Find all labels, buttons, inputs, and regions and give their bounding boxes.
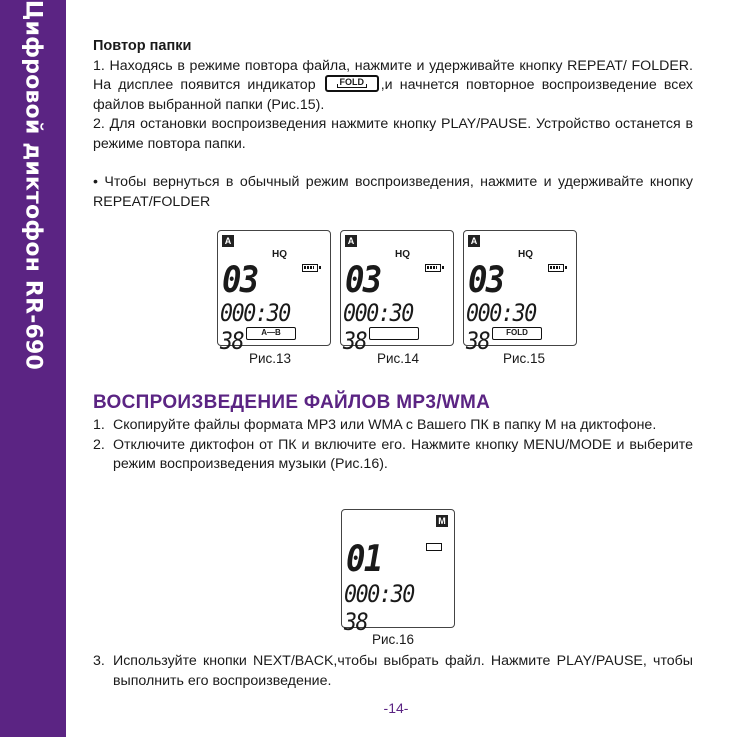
figure-caption: Рис.14 xyxy=(377,351,420,366)
file-number: 03 xyxy=(468,260,504,301)
lcd-display xyxy=(340,230,454,355)
list-number: 3. xyxy=(93,653,105,669)
figure-caption: Рис.16 xyxy=(372,632,415,647)
repeat-folder-indicator: FOLD xyxy=(492,327,542,340)
mode-indicator: A xyxy=(345,235,357,247)
battery-icon xyxy=(548,264,564,272)
quality-indicator: HQ xyxy=(518,249,533,260)
time-readout: 000:30 38 xyxy=(344,580,414,636)
fold-indicator-label: FOLD xyxy=(339,76,364,87)
folder-repeat-heading: Повтор папки xyxy=(93,38,192,54)
battery-icon xyxy=(302,264,318,272)
time-readout: 000:30 38 xyxy=(343,299,413,355)
paragraph-2: 2. Для остановки воспроизведения нажмите кнопку PLAY/PAUSE. Устройство останется в режиме повтора папки. xyxy=(93,116,693,152)
list-text: Скопируйте файлы формата MP3 или WMA с Вашего ПК в папку M на диктофоне. xyxy=(113,417,657,433)
list-number: 2. xyxy=(93,436,105,453)
mp3-step-3 xyxy=(93,652,693,691)
quality-indicator: HQ xyxy=(272,249,287,260)
mode-indicator: A xyxy=(468,235,480,247)
lcd-display-music xyxy=(341,509,455,636)
fold-indicator-icon xyxy=(325,75,379,92)
list-item xyxy=(93,652,693,691)
page-number: -14- xyxy=(383,700,409,716)
file-number: 03 xyxy=(345,260,381,301)
file-number: 01 xyxy=(346,539,382,580)
list-number: 1. xyxy=(93,417,105,433)
battery-icon xyxy=(425,264,441,272)
sidebar-title: Цифровой диктофон RR-690 xyxy=(20,0,46,371)
figure-caption: Рис.15 xyxy=(503,351,546,366)
time-readout: 000:30 38 xyxy=(220,299,290,355)
paragraph-1-part-1: 1. Находясь в режиме повтора файла, нажмите и удерживайте кнопку REPEAT/ FOLDER. На дисплее появится индикатор xyxy=(93,57,693,93)
lcd-display xyxy=(463,230,577,355)
list-item xyxy=(93,436,693,475)
folder-repeat-section xyxy=(93,37,693,212)
mode-indicator: M xyxy=(436,515,448,527)
list-text: Используйте кнопки NEXT/BACK,чтобы выбрать файл. Нажмите PLAY/PAUSE, чтобы выполнить его воспроизведение. xyxy=(113,653,693,689)
mode-indicator: A xyxy=(222,235,234,247)
bullet-note: • Чтобы вернуться в обычный режим воспроизведения, нажмите и удерживайте кнопку REPEAT/FOLDER xyxy=(93,174,693,210)
sidebar xyxy=(0,0,66,737)
time-readout: 000:30 38 xyxy=(466,299,536,355)
lcd-figures xyxy=(217,230,577,355)
file-number: 03 xyxy=(222,260,258,301)
quality-indicator: HQ xyxy=(395,249,410,260)
battery-icon xyxy=(426,543,442,551)
paragraph-1 xyxy=(93,57,693,116)
lcd-display xyxy=(217,230,331,355)
mp3-steps xyxy=(93,416,693,475)
figure-caption: Рис.13 xyxy=(249,351,292,366)
list-text: Отключите диктофон от ПК и включите его. Нажмите кнопку MENU/MODE и выберите режим воспроизведения музыки (Рис.16). xyxy=(113,436,693,472)
list-item xyxy=(93,416,693,436)
repeat-file-indicator xyxy=(369,327,419,340)
paragraph-1-part-2: ,и начнется повторное воспроизведение всех файлов выбранной папки (Рис.15). xyxy=(93,77,694,113)
repeat-ab-indicator: A—B xyxy=(246,327,296,340)
mp3-section-title: ВОСПРОИЗВЕДЕНИЕ ФАЙЛОВ MP3/WMA xyxy=(93,392,491,413)
